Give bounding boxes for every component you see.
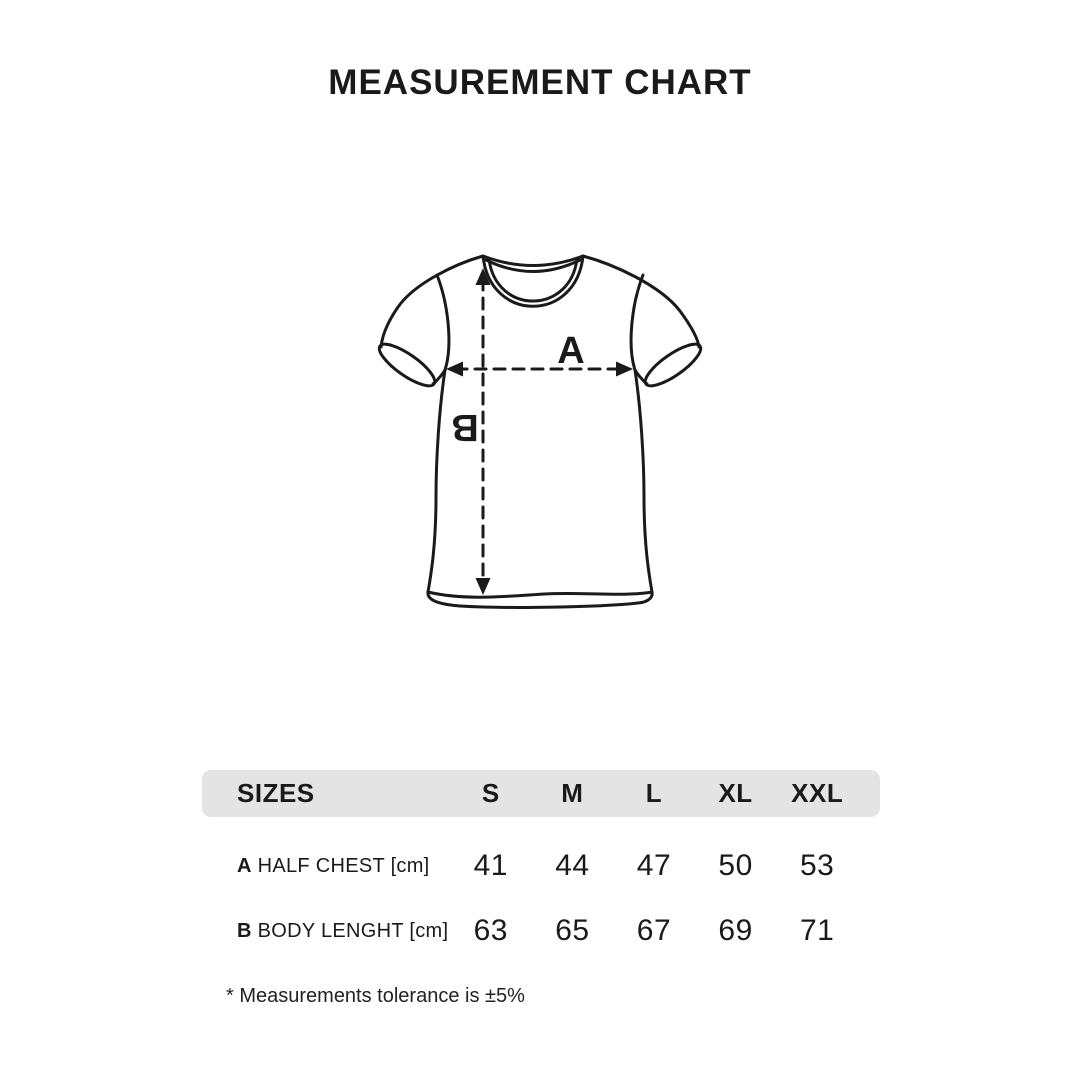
tshirt-left-cuff	[374, 337, 440, 392]
body-length-value-s: 63	[473, 914, 508, 947]
row-label-body-length	[237, 920, 450, 943]
tshirt-right-side-seam	[635, 370, 652, 592]
body-length-value-xxl: 71	[800, 914, 835, 947]
half-chest-value-s: 41	[473, 849, 508, 882]
dimension-a-arrow	[446, 362, 633, 377]
dimension-a-label: A	[557, 330, 585, 372]
half-chest-value-xl: 50	[718, 849, 753, 882]
row-b-text: BODY LENGHT [cm]	[257, 919, 449, 942]
row-a-text: HALF CHEST [cm]	[257, 854, 430, 877]
tshirt-left-side-seam	[428, 370, 445, 592]
tshirt-right-sleeve-outline	[583, 256, 699, 347]
size-column-xl: XL	[718, 778, 753, 808]
dimension-b-label: B	[451, 406, 479, 448]
page-title: MEASUREMENT CHART	[328, 63, 752, 102]
tshirt-right-armhole-seam	[631, 275, 643, 370]
tolerance-footnote: * Measurements tolerance is ±5%	[226, 985, 525, 1007]
body-length-value-l: 67	[636, 914, 672, 947]
tshirt-left-armhole-seam	[437, 275, 449, 370]
row-a-prefix: A	[237, 854, 252, 877]
size-table	[202, 770, 880, 951]
table-row-body-length	[202, 911, 880, 951]
half-chest-value-xxl: 53	[800, 849, 835, 882]
half-chest-value-m: 44	[555, 849, 590, 882]
size-table-header	[202, 770, 880, 817]
size-column-m: M	[561, 778, 584, 808]
half-chest-value-l: 47	[636, 849, 672, 882]
sizes-header-label: SIZES	[237, 778, 315, 808]
body-length-value-m: 65	[555, 914, 590, 947]
size-column-l: L	[645, 778, 663, 808]
table-row-half-chest	[202, 846, 880, 886]
row-label-half-chest	[237, 855, 450, 878]
tshirt-diagram	[360, 235, 720, 635]
tshirt-left-sleeve-outline	[381, 256, 483, 347]
tshirt-right-cuff	[640, 337, 706, 392]
size-column-xxl: XXL	[791, 778, 844, 808]
tshirt-hem-top-edge	[428, 592, 652, 597]
body-length-value-xl: 69	[718, 914, 753, 947]
size-column-s: S	[481, 778, 500, 808]
row-b-prefix: B	[237, 919, 252, 942]
